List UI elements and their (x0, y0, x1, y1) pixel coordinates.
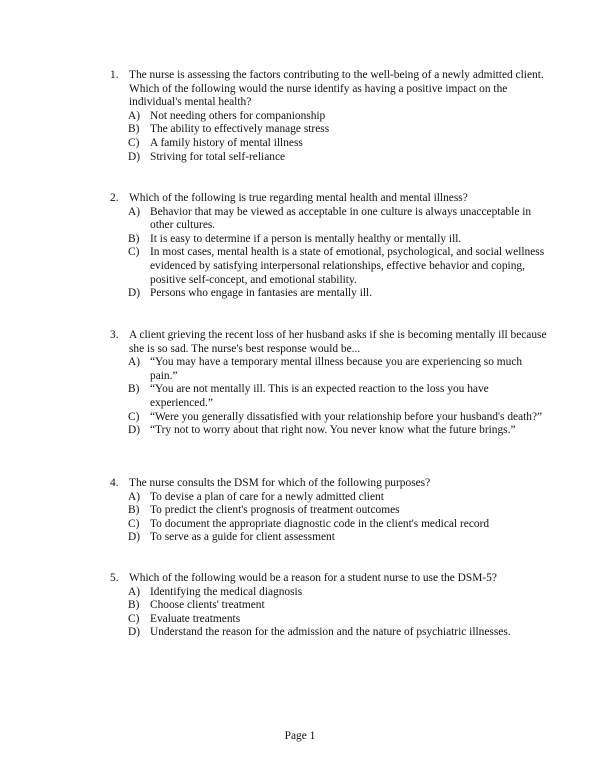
option-letter: A) (128, 356, 141, 369)
question-text: The nurse is assessing the factors contributing to the well-being of a newly admitted client. Which of the following would the nurse identify as having a positive impact on the individual's mental health? (129, 69, 544, 109)
option-letter: B) (128, 232, 140, 245)
answer-options (110, 206, 550, 301)
option-text: “You are not mentally ill. This is an expected reaction to the loss you have experienced.” (150, 383, 489, 409)
option-text: “You may have a temporary mental illness because you are experiencing so much pain.” (150, 356, 523, 382)
option-letter: A) (128, 585, 141, 598)
answer-options (110, 356, 550, 438)
answer-options (110, 110, 550, 164)
option-letter: A) (128, 205, 141, 218)
question-stem (110, 329, 550, 356)
option-text: To serve as a guide for client assessment (150, 531, 335, 544)
option-letter: D) (128, 626, 141, 639)
option-text: “Try not to worry about that right now. You never know what the future brings.” (150, 424, 516, 437)
answer-option-c (110, 246, 550, 287)
question-2 (110, 192, 550, 301)
answer-option-d (110, 531, 550, 545)
option-letter: C) (128, 612, 140, 625)
answer-option-b (110, 383, 550, 410)
option-text: The ability to effectively manage stress (150, 123, 330, 136)
option-text: Striving for total self-reliance (150, 150, 286, 163)
option-letter: C) (128, 136, 140, 149)
answer-option-d (110, 151, 550, 165)
option-text: Behavior that may be viewed as acceptable in one culture is always unacceptable in other cultures. (150, 205, 532, 232)
option-letter: C) (128, 517, 140, 530)
option-text: Evaluate treatments (150, 612, 241, 625)
question-4 (110, 477, 550, 545)
option-letter: C) (128, 410, 140, 423)
answer-option-d (110, 287, 550, 301)
answer-option-d (110, 626, 550, 640)
answer-option-d (110, 424, 550, 438)
option-text: It is easy to determine if a person is mentally healthy or mentally ill. (150, 232, 462, 245)
answer-option-a (110, 206, 550, 233)
page-number: Page 1 (284, 730, 316, 742)
answer-option-a (110, 491, 550, 505)
question-5 (110, 572, 550, 640)
question-text: The nurse consults the DSM for which of the following purposes? (129, 477, 431, 489)
answer-option-c (110, 518, 550, 532)
option-letter: A) (128, 490, 141, 503)
answer-options (110, 491, 550, 545)
option-letter: D) (128, 424, 141, 437)
question-text: Which of the following would be a reason for a student nurse to use the DSM-5? (129, 572, 497, 584)
question-number: 5. (110, 572, 119, 584)
answer-option-c (110, 137, 550, 151)
answer-option-c (110, 411, 550, 425)
question-stem (110, 69, 550, 110)
answer-option-b (110, 504, 550, 518)
option-letter: C) (128, 246, 140, 259)
answer-option-b (110, 599, 550, 613)
answer-options (110, 586, 550, 640)
question-stem (110, 192, 550, 206)
option-text: Choose clients' treatment (150, 599, 265, 612)
question-number: 2. (110, 192, 119, 204)
option-letter: B) (128, 504, 140, 517)
option-text: Identifying the medical diagnosis (150, 585, 303, 598)
question-number: 4. (110, 477, 119, 489)
option-letter: D) (128, 531, 141, 544)
answer-option-b (110, 233, 550, 247)
question-3 (110, 329, 550, 438)
question-number: 3. (110, 329, 119, 341)
option-text: In most cases, mental health is a state of emotional, psychological, and social wellness evidenced by satisfying interpersonal relationships, effective behavior and coping, positive self-concept, and emotional stability. (150, 246, 545, 286)
question-stem (110, 477, 550, 491)
option-letter: B) (128, 123, 140, 136)
option-text: A family history of mental illness (150, 136, 303, 149)
option-text: Not needing others for companionship (150, 109, 326, 122)
option-text: To document the appropriate diagnostic code in the client's medical record (150, 517, 490, 530)
answer-option-a (110, 110, 550, 124)
page-footer (0, 730, 600, 744)
question-number: 1. (110, 69, 119, 81)
question-text: A client grieving the recent loss of her husband asks if she is becoming mentally ill because she is so sad. The nurse's best response would be... (129, 329, 547, 355)
option-text: Persons who engage in fantasies are mentally ill. (150, 287, 373, 300)
question-1 (110, 69, 550, 164)
answer-option-b (110, 123, 550, 137)
answer-option-c (110, 613, 550, 627)
option-letter: A) (128, 109, 141, 122)
answer-option-a (110, 586, 550, 600)
option-text: To devise a plan of care for a newly admitted client (150, 490, 384, 503)
question-text: Which of the following is true regarding mental health and mental illness? (129, 192, 468, 204)
option-letter: D) (128, 150, 141, 163)
option-letter: B) (128, 383, 140, 396)
question-stem (110, 572, 550, 586)
answer-option-a (110, 356, 550, 383)
option-letter: D) (128, 287, 141, 300)
option-text: “Were you generally dissatisfied with your relationship before your husband's death?” (150, 410, 543, 423)
option-text: Understand the reason for the admission and the nature of psychiatric illnesses. (150, 626, 511, 639)
option-text: To predict the client's prognosis of treatment outcomes (150, 504, 400, 517)
option-letter: B) (128, 599, 140, 612)
